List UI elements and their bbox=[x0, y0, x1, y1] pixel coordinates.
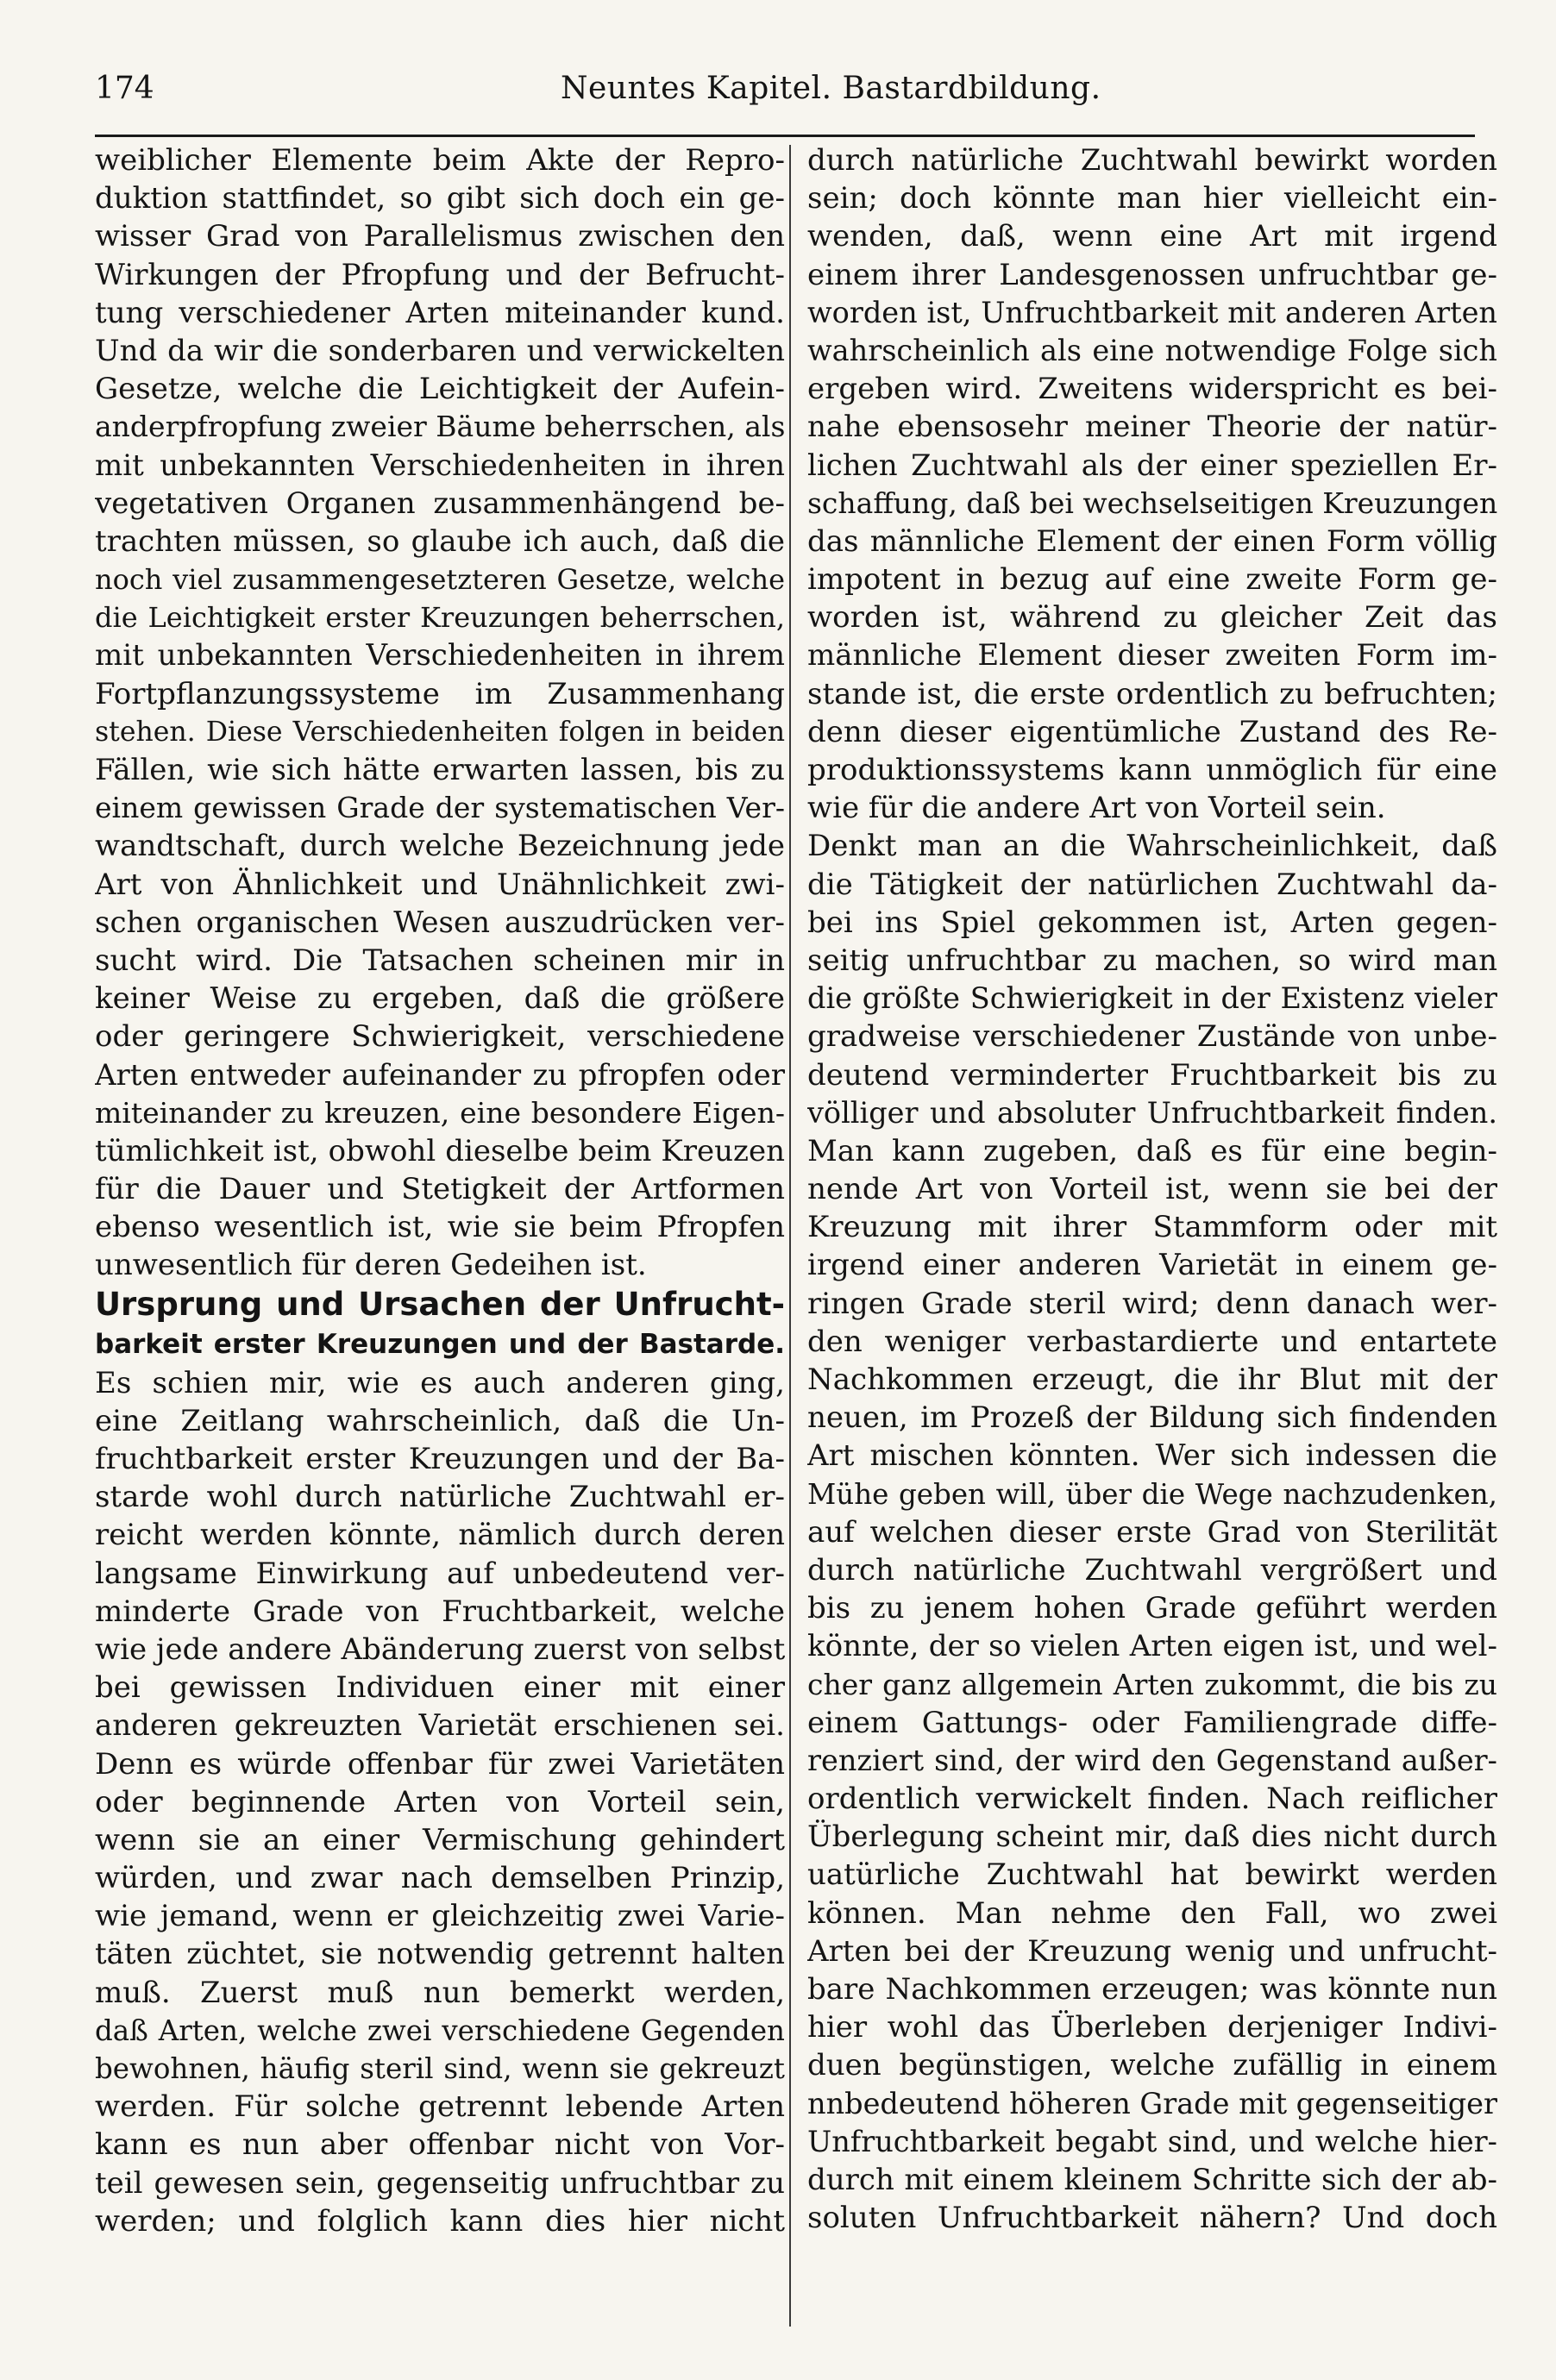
text-line: lichen Zuchtwahl als der einer speziellen Er- bbox=[807, 448, 1497, 483]
text-line: stehen. Diese Verschiedenheiten folgen in beiden bbox=[95, 716, 785, 748]
text-line: denn dieser eigentümliche Zustand des Re- bbox=[807, 714, 1497, 749]
text-line: cher ganz allgemein Arten zukommt, die bis zu bbox=[807, 1667, 1497, 1701]
text-line: die Tätigkeit der natürlichen Zuchtwahl da- bbox=[807, 867, 1497, 902]
text-line: Arten entweder aufeinander zu pfropfen oder bbox=[95, 1057, 785, 1093]
text-line: reicht werden könnte, nämlich durch deren bbox=[95, 1518, 785, 1553]
text-line: Mühe geben will, über die Wege nachzudenken, bbox=[807, 1477, 1497, 1511]
text-line: neuen, im Prozeß der Bildung sich findenden bbox=[807, 1400, 1497, 1436]
text-line: durch mit einem kleinem Schritte sich der ab- bbox=[807, 2162, 1497, 2197]
text-line: keiner Weise zu ergeben, daß die größere bbox=[95, 981, 785, 1017]
text-line: anderpfropfung zweier Bäume beherrschen, als bbox=[95, 410, 785, 444]
text-line: wenn sie an einer Vermischung gehindert bbox=[95, 1822, 785, 1857]
text-line: sucht wird. Die Tatsachen scheinen mir in bbox=[95, 943, 785, 978]
text-line: mit unbekannten Verschiedenheiten in ihren bbox=[95, 448, 785, 483]
text-line: ringen Grade steril wird; denn danach wer- bbox=[807, 1286, 1497, 1321]
text-line: kann es nun aber offenbar nicht von Vor- bbox=[95, 2127, 785, 2163]
text-line: duen begünstigen, welche zufällig in einem bbox=[807, 2048, 1497, 2083]
text-line: teil gewesen sein, gegenseitig unfruchtbar zu bbox=[95, 2165, 785, 2201]
page-header bbox=[95, 71, 1449, 116]
text-line: renziert sind, der wird den Gegenstand außer- bbox=[807, 1743, 1497, 1777]
text-line: weiblicher Elemente beim Akte der Repro- bbox=[95, 143, 785, 178]
text-line: mit unbekannten Verschiedenheiten in ihrem bbox=[95, 638, 785, 673]
text-line: den weniger verbastardierte und entartete bbox=[807, 1324, 1497, 1359]
text-line: die Leichtigkeit erster Kreuzungen beherrschen, bbox=[95, 601, 785, 635]
text-line: duktion stattfindet, so gibt sich doch ein ge- bbox=[95, 181, 785, 216]
text-line: oder geringere Schwierigkeit, verschiedene bbox=[95, 1019, 785, 1055]
text-line: Art mischen könnten. Wer sich indessen die bbox=[807, 1438, 1497, 1474]
text-line: tung verschiedener Arten miteinander kund. bbox=[95, 295, 785, 330]
text-line: schen organischen Wesen auszudrücken ver- bbox=[95, 905, 785, 940]
text-line: bis zu jenem hohen Grade geführt werden bbox=[807, 1591, 1497, 1626]
text-line: werden. Für solche getrennt lebende Arten bbox=[95, 2089, 785, 2125]
text-line: Art von Ähnlichkeit und Unähnlichkeit zwi- bbox=[95, 867, 785, 902]
text-line: bewohnen, häufig steril sind, wenn sie gekreuzt bbox=[95, 2052, 785, 2085]
text-line: worden ist, Unfruchtbarkeit mit anderen Arten bbox=[807, 295, 1497, 329]
text-line: Unfruchtbarkeit begabt sind, und welche hier- bbox=[807, 2124, 1497, 2158]
right-column bbox=[807, 141, 1497, 2237]
text-line: für die Dauer und Stetigkeit der Artformen bbox=[95, 1172, 785, 1207]
text-line: bei ins Spiel gekommen ist, Arten gegen- bbox=[807, 905, 1497, 940]
text-line: können. Man nehme den Fall, wo zwei bbox=[807, 1895, 1497, 1931]
text-line: uatürliche Zuchtwahl hat bewirkt werden bbox=[807, 1857, 1497, 1893]
text-line: fruchtbarkeit erster Kreuzungen und der Ba- bbox=[95, 1442, 785, 1476]
text-line: minderte Grade von Fruchtbarkeit, welche bbox=[95, 1594, 785, 1629]
text-line: langsame Einwirkung auf unbedeutend ver- bbox=[95, 1556, 785, 1591]
text-line: deutend verminderter Fruchtbarkeit bis zu bbox=[807, 1057, 1497, 1093]
text-line: werden; und folglich kann dies hier nicht bbox=[95, 2203, 785, 2239]
text-line: Wirkungen der Pfropfung und der Befrucht- bbox=[95, 257, 785, 292]
text-line: seitig unfruchtbar zu machen, so wird man bbox=[807, 943, 1497, 978]
text-line: irgend einer anderen Varietät in einem ge- bbox=[807, 1248, 1497, 1283]
text-line: wandtschaft, durch welche Bezeichnung jede bbox=[95, 829, 785, 864]
text-line: unwesentlich für deren Gedeihen ist. bbox=[95, 1248, 647, 1283]
text-line: einem gewissen Grade der systematischen Ver- bbox=[95, 791, 785, 825]
header-rule bbox=[95, 135, 1475, 137]
text-line: anderen gekreuzten Varietät erschienen sei. bbox=[95, 1708, 785, 1744]
text-line: Überlegung scheint mir, daß dies nicht durch bbox=[807, 1819, 1497, 1855]
left-column bbox=[95, 141, 785, 2240]
text-line: oder beginnende Arten von Vorteil sein, bbox=[95, 1784, 785, 1819]
text-line: nahe ebensosehr meiner Theorie der natür- bbox=[807, 410, 1497, 445]
text-line: völliger und absoluter Unfruchtbarkeit finden. bbox=[807, 1095, 1497, 1130]
text-line: impotent in bezug auf eine zweite Form ge- bbox=[807, 562, 1497, 598]
text-line: soluten Unfruchtbarkeit nähern? Und doch bbox=[807, 2201, 1497, 2236]
text-line: auf welchen dieser erste Grad von Sterilität bbox=[807, 1514, 1497, 1550]
text-line: ergeben wird. Zweitens widerspricht es bei- bbox=[807, 372, 1497, 407]
text-line: durch natürliche Zuchtwahl vergrößert und bbox=[807, 1552, 1497, 1588]
section-heading-line: barkeit erster Kreuzungen und der Bastarde. bbox=[95, 1328, 785, 1360]
text-line: stande ist, die erste ordentlich zu befruchten; bbox=[807, 676, 1497, 711]
column-divider bbox=[789, 145, 791, 2327]
text-line: wie jemand, wenn er gleichzeitig zwei Varie- bbox=[95, 1899, 785, 1934]
text-line: nende Art von Vorteil ist, wenn sie bei der bbox=[807, 1172, 1497, 1207]
running-head: Neuntes Kapitel. Bastardbildung. bbox=[561, 71, 1101, 106]
text-line: würden, und zwar nach demselben Prinzip, bbox=[95, 1861, 785, 1896]
text-line: Fällen, wie sich hätte erwarten lassen, bis zu bbox=[95, 753, 785, 787]
text-line: die größte Schwierigkeit in der Existenz vieler bbox=[807, 981, 1497, 1016]
text-line: einem ihrer Landesgenossen unfruchtbar ge- bbox=[807, 257, 1497, 292]
text-line: wisser Grad von Parallelismus zwischen den bbox=[95, 219, 785, 254]
text-line: einem Gattungs- oder Familiengrade diffe- bbox=[807, 1705, 1497, 1740]
text-line: Nachkommen erzeugt, die ihr Blut mit der bbox=[807, 1362, 1497, 1397]
text-line: Es schien mir, wie es auch anderen ging, bbox=[95, 1365, 785, 1400]
text-line: täten züchtet, sie notwendig getrennt halten bbox=[95, 1937, 785, 1972]
text-line: ebenso wesentlich ist, wie sie beim Pfropfen bbox=[95, 1210, 785, 1245]
text-line: Fortpflanzungssysteme im Zusammenhang bbox=[95, 676, 785, 711]
text-line: starde wohl durch natürliche Zuchtwahl er- bbox=[95, 1480, 785, 1515]
text-line: Kreuzung mit ihrer Stammform oder mit bbox=[807, 1210, 1497, 1245]
section-heading-line: Ursprung und Ursachen der Unfrucht- bbox=[95, 1285, 785, 1323]
text-line: Man kann zugeben, daß es für eine begin- bbox=[807, 1133, 1497, 1168]
text-line: vegetativen Organen zusammenhängend be- bbox=[95, 485, 785, 521]
page-number: 174 bbox=[95, 71, 154, 106]
text-line: schaffung, daß bei wechselseitigen Kreuzungen bbox=[807, 485, 1497, 520]
text-line: männliche Element dieser zweiten Form im- bbox=[807, 638, 1497, 673]
text-line: könnte, der so vielen Arten eigen ist, und wel- bbox=[807, 1629, 1497, 1664]
text-line: bei gewissen Individuen einer mit einer bbox=[95, 1670, 785, 1706]
text-line: Denkt man an die Wahrscheinlichkeit, daß bbox=[807, 829, 1497, 864]
text-line: wie jede andere Abänderung zuerst von selbst bbox=[95, 1632, 785, 1667]
text-line: wie für die andere Art von Vorteil sein. bbox=[807, 791, 1386, 826]
text-line: wenden, daß, wenn eine Art mit irgend bbox=[807, 219, 1497, 254]
text-line: wahrscheinlich als eine notwendige Folge sich bbox=[807, 333, 1497, 367]
text-line: Gesetze, welche die Leichtigkeit der Aufein- bbox=[95, 372, 785, 407]
text-line: trachten müssen, so glaube ich auch, daß die bbox=[95, 523, 785, 559]
text-line: Und da wir die sonderbaren und verwickelten bbox=[95, 333, 785, 368]
text-line: muß. Zuerst muß nun bemerkt werden, bbox=[95, 1975, 785, 2010]
text-line: gradweise verschiedener Zustände von unbe- bbox=[807, 1019, 1497, 1055]
text-line: tümlichkeit ist, obwohl dieselbe beim Kreuzen bbox=[95, 1133, 785, 1168]
text-line: bare Nachkommen erzeugen; was könnte nun bbox=[807, 1972, 1497, 2007]
text-line: Denn es würde offenbar für zwei Varietäten bbox=[95, 1746, 785, 1782]
text-line: worden ist, während zu gleicher Zeit das bbox=[807, 600, 1497, 636]
text-line: daß Arten, welche zwei verschiedene Gegenden bbox=[95, 2014, 785, 2047]
text-line: sein; doch könnte man hier vielleicht ein- bbox=[807, 181, 1497, 216]
text-line: noch viel zusammengesetzteren Gesetze, welche bbox=[95, 563, 785, 597]
text-line: durch natürliche Zuchtwahl bewirkt worden bbox=[807, 143, 1497, 178]
text-line: hier wohl das Überleben derjeniger Indivi- bbox=[807, 2010, 1497, 2045]
text-line: Arten bei der Kreuzung wenig und unfrucht- bbox=[807, 1933, 1497, 1969]
text-line: ordentlich verwickelt finden. Nach reiflicher bbox=[807, 1782, 1497, 1817]
text-line: miteinander zu kreuzen, eine besondere Eigen- bbox=[95, 1095, 785, 1130]
text-line: eine Zeitlang wahrscheinlich, daß die Un- bbox=[95, 1403, 785, 1438]
text-line: das männliche Element der einen Form völlig bbox=[807, 523, 1497, 559]
text-line: nnbedeutend höheren Grade mit gegenseitiger bbox=[807, 2086, 1497, 2120]
text-line: produktionssystems kann unmöglich für eine bbox=[807, 753, 1497, 787]
